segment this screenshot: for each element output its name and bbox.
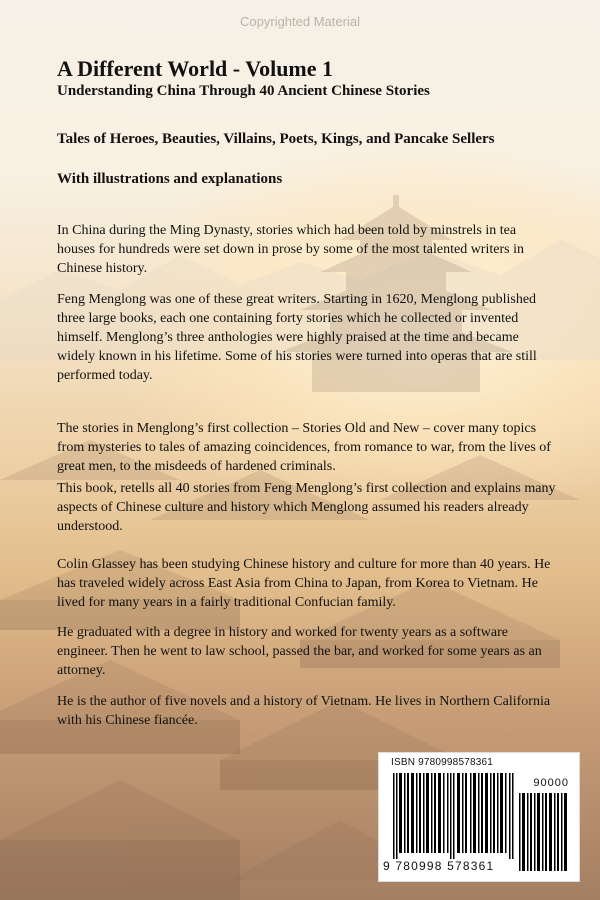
author-bio-paragraph-2: He graduated with a degree in history and worked for twenty years as a software engineer. Then he went to law school, passed the bar, and worked for some years as an attorney. bbox=[57, 625, 542, 678]
book-title: A Different World - Volume 1 bbox=[57, 56, 334, 81]
blurb-paragraph-2: Feng Menglong was one of these great writers. Starting in 1620, Menglong published three large books, each one containing forty stories which he collected or invented himself. Menglong’s three anthologies were highly praised at the time and became widely known in his lifetime. Some of his stories were turned into operas that are still performed today. bbox=[57, 292, 537, 383]
copyright-watermark: Copyrighted Material bbox=[240, 14, 360, 29]
ean-barcode-bars bbox=[393, 773, 517, 859]
ean-digits: 9 780998 578361 bbox=[383, 859, 495, 873]
author-bio-paragraph-1: Colin Glassey has been studying Chinese history and culture for more than 40 years. He has traveled widely across East Asia from China to Japan, from Korea to Vietnam. He lived for many years in a fairly traditional Confucian family. bbox=[57, 557, 551, 610]
illustrations-note: With illustrations and explanations bbox=[57, 171, 283, 187]
isbn-barcode bbox=[378, 752, 580, 882]
book-subtitle: Understanding China Through 40 Ancient Chinese Stories bbox=[57, 83, 430, 99]
blurb-paragraph-3: The stories in Menglong’s first collection – Stories Old and New – cover many topics from mysteries to tales of amazing coincidences, from romance to war, from the lives of great men, to the misdeeds of hardened criminals. bbox=[57, 421, 551, 474]
blurb-paragraph-1: In China during the Ming Dynasty, stories which had been told by minstrels in tea houses for hundreds were set down in prose by some of the most talented writers in Chinese history. bbox=[57, 223, 524, 276]
blurb-paragraph-4: This book, retells all 40 stories from Feng Menglong’s first collection and explains many aspects of Chinese culture and history which Menglong assumed his readers already understood. bbox=[57, 481, 556, 534]
price-code: 90000 bbox=[533, 777, 569, 789]
book-tagline: Tales of Heroes, Beauties, Villains, Poets, Kings, and Pancake Sellers bbox=[57, 131, 495, 147]
author-bio-paragraph-3: He is the author of five novels and a history of Vietnam. He lives in Northern California with his Chinese fiancée. bbox=[57, 694, 551, 728]
addon-barcode-bars bbox=[519, 793, 569, 871]
isbn-label: ISBN 9780998578361 bbox=[391, 757, 494, 768]
